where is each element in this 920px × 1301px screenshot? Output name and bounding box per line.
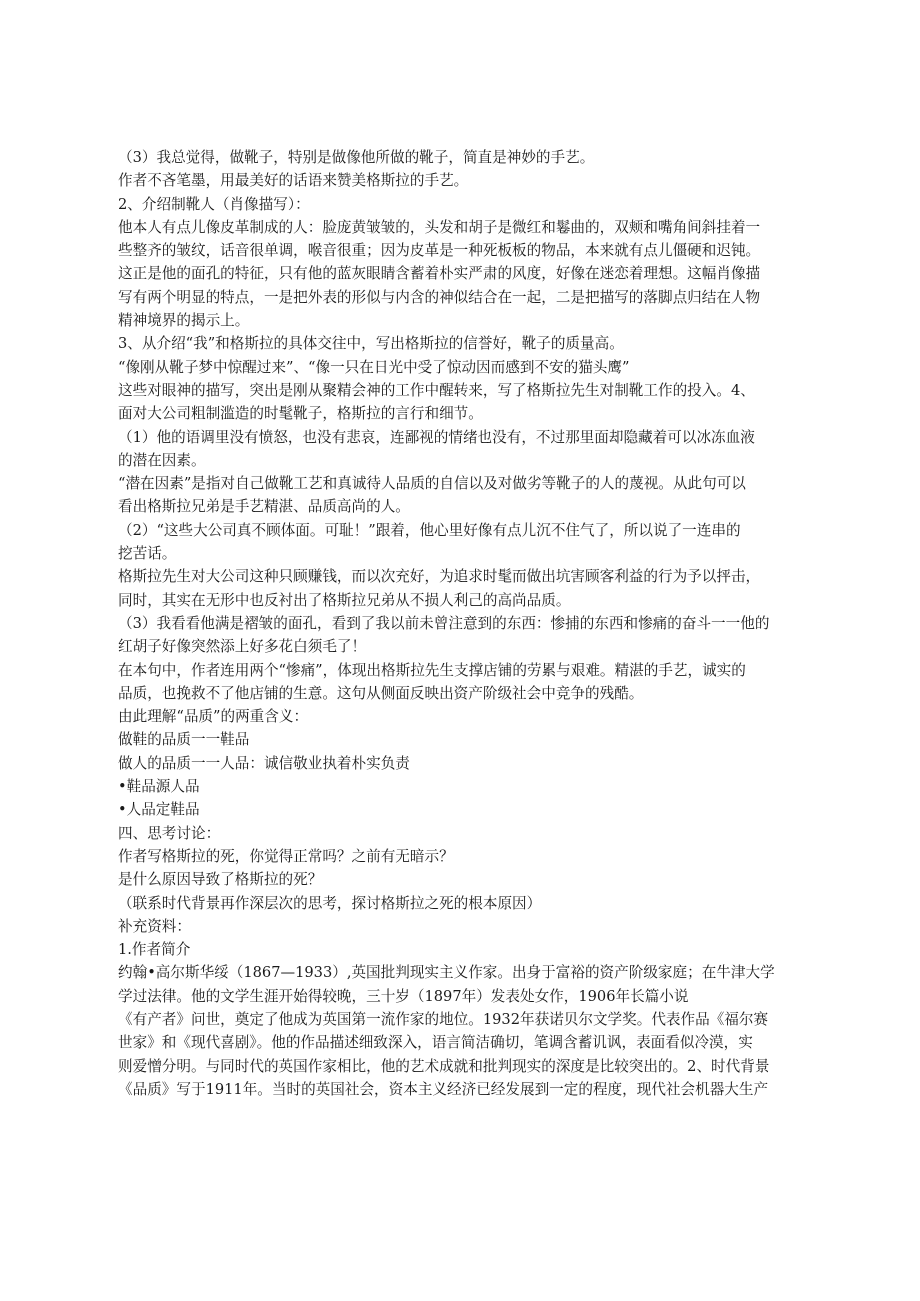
text-line: （1）他的语调里没有愤怒，也没有悲哀，连鄙视的情绪也没有，不过那里面却隐藏着可以冰冻血液 bbox=[118, 428, 755, 446]
text-line: （3）我看看他满是褶皱的面孔，看到了我以前未曾注意到的东西：惨捕的东西和惨痛的奋斗一一他的 bbox=[118, 614, 770, 632]
text-line: “潜在因素”是指对自己做靴工艺和真诚待人品质的自信以及对做劣等靴子的人的蔑视。从此句可以 bbox=[118, 475, 746, 493]
text-line: （联系时代背景再作深层次的思考，探讨格斯拉之死的根本原因） bbox=[118, 894, 542, 912]
text-line: 《品质》写于1911年。当时的英国社会，资本主义经济已经发展到一定的程度，现代社会机器大生产 bbox=[118, 1080, 769, 1098]
text-line: 面对大公司粗制滥造的时髦靴子，格斯拉的言行和细节。 bbox=[118, 405, 483, 423]
text-line: 看出格斯拉兄弟是手艺精湛、品质高尚的人。 bbox=[118, 498, 410, 516]
document-body bbox=[118, 146, 808, 1101]
text-line: （3）我总觉得，做靴子，特别是做像他所做的靴子，简直是神妙的手艺。 bbox=[118, 149, 595, 166]
text-line: 是什么原因导致了格斯拉的死？ bbox=[118, 871, 323, 889]
text-line: （2）“这些大公司真不顾体面。可耻！”跟着，他心里好像有点儿沉不住气了，所以说了一连串的 bbox=[118, 521, 741, 539]
text-line: 这些对眼神的描写，突出是刚从聚精会神的工作中醒转来，写了格斯拉先生对制靴工作的投入。4、 bbox=[118, 381, 755, 399]
text-line: 些整齐的皱纹，话音很单调，喉音很重；因为皮革是一种死板板的物品，本来就有点儿僵硬和迟钝。 bbox=[118, 242, 761, 260]
text-line: 同时，其实在无形中也反衬出了格斯拉兄弟从不损人利己的高尚品质。 bbox=[118, 591, 571, 609]
text-line: 品质，也挽救不了他店铺的生意。这句从侧面反映出资产阶级社会中竞争的残酷。 bbox=[118, 684, 644, 702]
text-line: 2、介绍制靴人（肖像描写）： bbox=[118, 195, 310, 213]
text-line: 3、从介绍“我”和格斯拉的具体交往中，写出格斯拉的信誉好，靴子的质量高。 bbox=[118, 335, 624, 353]
section-heading: 1.作者简介 bbox=[118, 941, 191, 959]
text-line: 约翰•高尔斯华绥（1867—1933）,英国批判现实主义作家。出身于富裕的资产阶级家庭；在牛津大学 bbox=[118, 964, 775, 982]
text-line: 做鞋的品质一一鞋品 bbox=[118, 731, 250, 749]
text-line: 他本人有点儿像皮革制成的人：脸庞黄皱皱的，头发和胡子是微红和鬈曲的，双颊和嘴角间斜挂着一 bbox=[118, 218, 761, 236]
text-line: 挖苦话。 bbox=[118, 545, 177, 563]
text-line: 在本句中，作者连用两个“惨痛”，体现出格斯拉先生支撑店铺的劳累与艰难。精湛的手艺，诚实的 bbox=[118, 661, 746, 679]
text-line: 则爱憎分明。与同时代的英国作家相比，他的艺术成就和批判现实的深度是比较突出的。2、时代背景 bbox=[118, 1057, 770, 1075]
text-line: 的潜在因素。 bbox=[118, 451, 206, 469]
bullet-line: •人品定鞋品 bbox=[118, 801, 200, 819]
text-line: 红胡子好像突然添上好多花白须毛了！ bbox=[118, 638, 367, 656]
text-line: 做人的品质一一人品：诚信敬业执着朴实负责 bbox=[118, 754, 410, 772]
bullet-line: •鞋品源人品 bbox=[118, 778, 200, 796]
text-line: 格斯拉先生对大公司这种只顾赚钱，而以次充好，为追求时髦而做出坑害顾客利益的行为予以抨击， bbox=[118, 568, 761, 586]
text-line: 精神境界的揭示上。 bbox=[118, 312, 250, 330]
text-line: 写有两个明显的特点，一是把外表的形似与内含的神似结合在一起，二是把描写的落脚点归结在人物 bbox=[118, 288, 761, 306]
text-line: 学过法律。他的文学生涯开始得较晚，三十岁（1897年）发表处女作，1906年长篇小说 bbox=[118, 987, 689, 1005]
text-line: “像刚从靴子梦中惊醒过来”、“像一只在日光中受了惊动因而感到不安的猫头鹰” bbox=[118, 358, 630, 376]
text-line: 《有产者》问世，奠定了他成为英国第一流作家的地位。1932年获诺贝尔文学奖。代表作品《福尔赛 bbox=[118, 1010, 769, 1028]
section-heading: 补充资料： bbox=[118, 917, 191, 935]
text-line: 由此理解“品质”的两重含义： bbox=[118, 708, 309, 726]
text-line: 作者写格斯拉的死，你觉得正常吗？之前有无暗示？ bbox=[118, 847, 454, 865]
text-line: 世家》和《现代喜剧》。他的作品描述细致深入，语言简洁确切，笔调含蓄讥讽，表面看似冷漠，实 bbox=[118, 1034, 753, 1052]
section-heading: 四、思考讨论： bbox=[118, 824, 221, 842]
text-line: 这正是他的面孔的特征，只有他的蓝灰眼睛含蓄着朴实严肃的风度，好像在迷恋着理想。这幅肖像描 bbox=[118, 265, 761, 283]
text-line: 作者不吝笔墨，用最美好的话语来赞美格斯拉的手艺。 bbox=[118, 172, 469, 190]
